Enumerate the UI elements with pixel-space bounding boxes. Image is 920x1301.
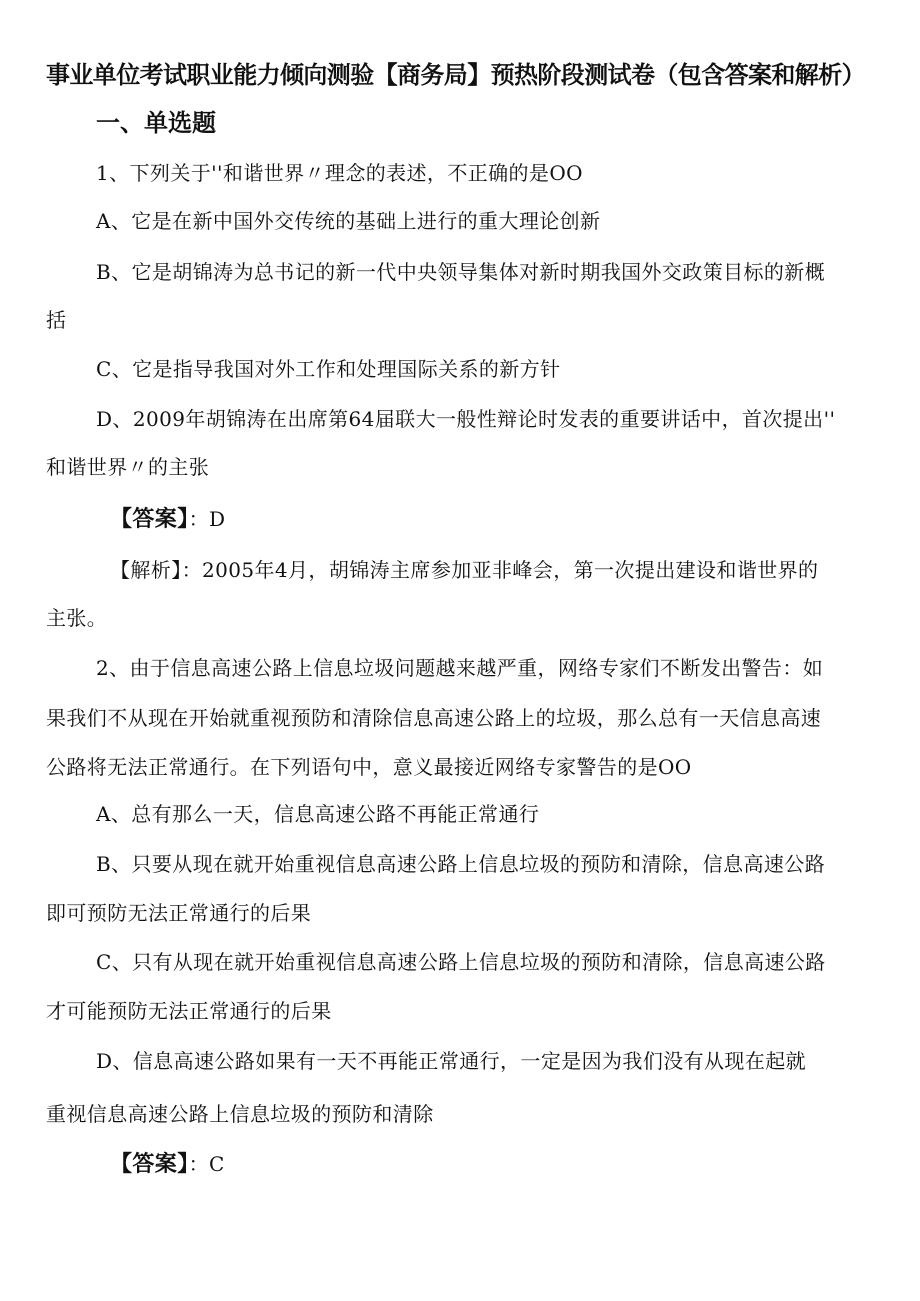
answer-label: 【答案】 [110, 507, 189, 532]
question-2-option-d-line1: D、信息高速公路如果有一天不再能正常通行，一定是因为我们没有从现在起就 [96, 1049, 807, 1073]
question-1-option-d-line2: 和谐世界〃的主张 [46, 455, 210, 479]
question-2-stem-line2: 果我们不从现在开始就重视预防和清除信息高速公路上的垃圾，那么总有一天信息高速 [46, 706, 822, 730]
question-2-option-b-line1: B、只要从现在就开始重视信息高速公路上信息垃圾的预防和清除，信息高速公路 [96, 852, 826, 876]
analysis-label: 【解析】 [110, 558, 182, 582]
document-title: 事业单位考试职业能力倾向测验【商务局】预热阶段测试卷（包含答案和解析） [46, 61, 865, 89]
question-1-analysis-line2: 主张。 [46, 606, 108, 630]
answer-value: ：C [188, 1152, 225, 1176]
question-1-option-b-line1: B、它是胡锦涛为总书记的新一代中央领导集体对新时期我国外交政策目标的新概 [96, 260, 826, 284]
answer-value: ：D [188, 507, 226, 531]
question-2-answer [110, 1149, 225, 1180]
question-1-stem: 1、下列关于''和谐世界〃理念的表述，不正确的是OO [96, 161, 583, 185]
analysis-text: ：2005年4月，胡锦涛主席参加亚非峰会，第一次提出建设和谐世界的 [181, 558, 819, 582]
question-1-analysis-line1 [110, 555, 818, 585]
question-1-answer [110, 504, 225, 535]
question-1-option-a: A、它是在新中国外交传统的基础上进行的重大理论创新 [96, 209, 601, 233]
question-1-option-d-line1: D、2009年胡锦涛在出席第64届联大一般性辩论时发表的重要讲话中，首次提出'' [96, 407, 836, 431]
question-1-option-b-line2: 括 [46, 308, 67, 332]
question-2-stem-line1: 2、由于信息高速公路上信息垃圾问题越来越严重，网络专家们不断发出警告：如 [96, 656, 824, 680]
question-2-option-d-line2: 重视信息高速公路上信息垃圾的预防和清除 [46, 1102, 434, 1126]
question-1-option-c: C、它是指导我国对外工作和处理国际关系的新方针 [96, 357, 561, 381]
question-2-option-b-line2: 即可预防无法正常通行的后果 [46, 901, 312, 925]
question-2-option-c-line2: 才可能预防无法正常通行的后果 [46, 999, 332, 1023]
question-2-option-c-line1: C、只有从现在就开始重视信息高速公路上信息垃圾的预防和清除，信息高速公路 [96, 950, 826, 974]
question-2-stem-line3: 公路将无法正常通行。在下列语句中，意义最接近网络专家警告的是OO [46, 755, 692, 779]
answer-label: 【答案】 [110, 1152, 189, 1177]
question-2-option-a: A、总有那么一天，信息高速公路不再能正常通行 [96, 802, 540, 826]
section-heading: 一、单选题 [96, 109, 216, 137]
